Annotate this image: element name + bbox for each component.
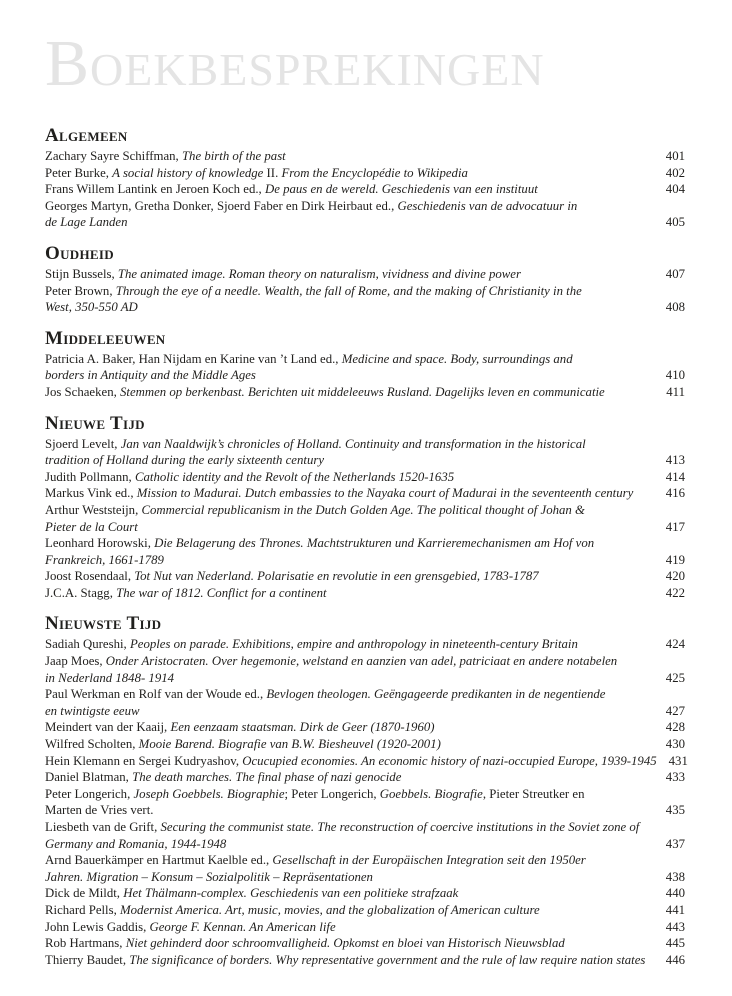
- toc-line: [45, 585, 685, 602]
- toc-line: [45, 753, 688, 770]
- section-heading: Oudheid: [45, 242, 114, 264]
- toc-page-number: 402: [665, 165, 685, 180]
- toc-line: [45, 436, 685, 453]
- toc-line: [45, 686, 685, 703]
- toc-page-number: 424: [665, 637, 685, 652]
- toc-entry-text: Sadiah Qureshi, Peoples on parade. Exhibitions, empire and anthropology in nineteenth-century Britain: [45, 637, 578, 652]
- toc-entry-text: Leonhard Horowski, Die Belagerung des Thrones. Machtstrukturen und Karrieremechanismen am Hof von: [45, 536, 595, 551]
- section-heading: Nieuwe Tijd: [45, 412, 145, 434]
- toc-entry-text: tradition of Holland during the early sixteenth century: [45, 453, 325, 468]
- toc-entry-text: Jos Schaeken, Stemmen op berkenbast. Berichten uit middeleeuws Rusland. Dagelijks leven en communicatie: [45, 384, 605, 399]
- toc-line: [45, 736, 685, 753]
- toc-entry-text: Marten de Vries vert.: [45, 803, 154, 818]
- toc-page-number: 441: [665, 902, 685, 917]
- section-heading: Algemeen: [45, 125, 128, 146]
- toc-page-number: 445: [665, 936, 685, 951]
- toc-line: [45, 935, 685, 952]
- toc-page-number: 404: [665, 182, 685, 197]
- toc-entry-text: Frankreich, 1661-1789: [45, 552, 164, 567]
- toc-line: [45, 502, 685, 519]
- toc-line: [45, 836, 685, 853]
- toc-entry-text: Peter Burke, A social history of knowledge II. From the Encyclopédie to Wikipedia: [45, 165, 468, 180]
- toc-page-number: 440: [665, 886, 685, 901]
- toc-entry-text: John Lewis Gaddis, George F. Kennan. An American life: [45, 919, 336, 934]
- page-title: Boekbesprekingen: [45, 27, 545, 100]
- toc-page-number: 431: [668, 753, 688, 768]
- toc-page-number: 419: [665, 552, 685, 567]
- toc-line: [45, 952, 685, 969]
- toc-entry-text: Daniel Blatman, The death marches. The final phase of nazi genocide: [45, 770, 402, 785]
- toc-line: [45, 452, 685, 469]
- toc-content: [45, 125, 688, 968]
- toc-page-number: 427: [665, 703, 685, 718]
- toc-line: [45, 869, 685, 886]
- toc-page-number: 416: [665, 486, 685, 501]
- toc-entry-text: en twintigste eeuw: [45, 703, 140, 718]
- toc-page-number: 428: [665, 720, 685, 735]
- toc-entry-text: Judith Pollmann, Catholic identity and the Revolt of the Netherlands 1520-1635: [45, 469, 455, 484]
- toc-line: [45, 214, 685, 231]
- section-heading: Nieuwste Tijd: [45, 613, 162, 635]
- toc-line: [45, 384, 685, 401]
- toc-entry-text: Richard Pells, Modernist America. Art, music, movies, and the globalization of American culture: [45, 902, 540, 917]
- toc-line: [45, 283, 685, 300]
- toc-entry-text: Thierry Baudet, The significance of borders. Why representative government and the rule of law require nation states: [45, 952, 646, 967]
- toc-entry-text: borders in Antiquity and the Middle Ages: [45, 368, 256, 383]
- toc-entry-text: Georges Martyn, Gretha Donker, Sjoerd Faber en Dirk Heirbaut ed., Geschiedenis van de advocatuur in: [45, 198, 578, 213]
- toc-line: [45, 636, 685, 653]
- toc-entry-text: Joost Rosendaal, Tot Nut van Nederland. Polarisatie en revolutie in een grensgebied, 1783-1787: [45, 569, 539, 584]
- toc-entry-text: Paul Werkman en Rolf van der Woude ed., Bevlogen theologen. Geëngageerde predikanten in de negentiende: [45, 687, 606, 702]
- toc-line: [45, 819, 685, 836]
- toc-entry-text: Hein Klemann en Sergei Kudryashov, Ocucupied economies. An economic history of nazi-occupied Europe, 1939-1945: [45, 753, 657, 768]
- toc-entry-text: Zachary Sayre Schiffman, The birth of the past: [45, 149, 286, 163]
- toc-entry-text: Sjoerd Levelt, Jan van Naaldwijk’s chronicles of Holland. Continuity and transformation in the historical: [45, 436, 586, 451]
- toc-entry-text: Arnd Bauerkämper en Hartmut Kaelble ed., Gesellschaft in der Europäischen Integration seit den 1950er: [45, 853, 586, 868]
- toc-entry-text: Frans Willem Lantink en Jeroen Koch ed., De paus en de wereld. Geschiedenis van een instituut: [45, 182, 538, 197]
- toc-line: [45, 885, 685, 902]
- toc-entry-text: Pieter de la Court: [45, 519, 138, 534]
- toc-line: [45, 902, 685, 919]
- toc-entry-text: Patricia A. Baker, Han Nijdam en Karine van ’t Land ed., Medicine and space. Body, surroundings and: [45, 351, 573, 366]
- toc-entry-text: Jahren. Migration – Konsum – Sozialpolitik – Repräsentationen: [45, 869, 373, 884]
- toc-line: [45, 367, 685, 384]
- toc-entry-text: Rob Hartmans, Niet gehinderd door schroomvalligheid. Opkomst en bloei van Historisch Nieuwsblad: [45, 936, 565, 951]
- toc-line: [45, 670, 685, 687]
- toc-line: [45, 852, 685, 869]
- toc-page-number: 410: [665, 368, 685, 383]
- toc-entry-text: in Nederland 1848- 1914: [45, 670, 175, 685]
- section-oudheid: [45, 244, 685, 316]
- toc-entry-text: Jaap Moes, Onder Aristocraten. Over hegemonie, welstand en aanzien van adel, patriciaat en andere notabelen: [45, 654, 618, 669]
- toc-page-number: 414: [665, 469, 685, 484]
- toc-page-number: 422: [665, 585, 685, 600]
- toc-line: [45, 299, 685, 316]
- toc-line: [45, 769, 685, 786]
- toc-line: [45, 719, 685, 736]
- toc-line: [45, 469, 685, 486]
- toc-page-number: 411: [666, 384, 685, 399]
- section-nieuwste-tijd: [45, 613, 688, 968]
- toc-line: [45, 266, 685, 283]
- toc-line: [45, 802, 685, 819]
- toc-line: [45, 351, 685, 368]
- section-algemeen: [45, 126, 685, 231]
- toc-line: [45, 786, 685, 803]
- toc-entry-text: Peter Brown, Through the eye of a needle. Wealth, the fall of Rome, and the making of Christianity in the: [45, 283, 582, 298]
- toc-line: [45, 552, 685, 569]
- toc-entry-text: Arthur Weststeijn, Commercial republicanism in the Dutch Golden Age. The political thought of Johan &: [45, 502, 585, 517]
- toc-entry-text: de Lage Landen: [45, 215, 128, 230]
- toc-line: [45, 703, 685, 720]
- toc-line: [45, 181, 685, 198]
- toc-page-number: 438: [665, 869, 685, 884]
- toc-line: [45, 919, 685, 936]
- toc-entry-text: Stijn Bussels, The animated image. Roman theory on naturalism, vividness and divine power: [45, 266, 521, 281]
- toc-entry-text: Markus Vink ed., Mission to Madurai. Dutch embassies to the Nayaka court of Madurai in the seventeenth century: [45, 486, 634, 501]
- toc-entry-text: West, 350-550 AD: [45, 300, 138, 315]
- toc-page-number: 407: [665, 266, 685, 281]
- toc-entry-text: Liesbeth van de Grift, Securing the communist state. The reconstruction of coercive institutions in the Soviet zone of: [45, 820, 640, 834]
- toc-line: [45, 519, 685, 536]
- toc-entry-text: Dick de Mildt, Het Thälmann-complex. Geschiedenis van een politieke strafzaak: [45, 886, 459, 901]
- toc-line: [45, 165, 685, 182]
- toc-line: [45, 653, 685, 670]
- toc-page-number: 443: [665, 919, 685, 934]
- toc-entry-text: Wilfred Scholten, Mooie Barend. Biografie van B.W. Biesheuvel (1920-2001): [45, 737, 441, 752]
- toc-page-number: 401: [665, 149, 685, 163]
- section-heading: Middeleeuwen: [45, 327, 166, 349]
- section-nieuwe-tijd: [45, 414, 685, 602]
- toc-page-number: 433: [665, 770, 685, 785]
- toc-line: [45, 535, 685, 552]
- toc-line: [45, 485, 685, 502]
- toc-line: [45, 198, 685, 215]
- toc-page-number: 420: [665, 569, 685, 584]
- toc-page-number: 405: [665, 215, 685, 230]
- toc-page-number: 425: [665, 670, 685, 685]
- toc-entry-text: Peter Longerich, Joseph Goebbels. Biographie; Peter Longerich, Goebbels. Biografie, Pieter Streutker en: [45, 786, 585, 801]
- toc-page-number: 437: [665, 836, 685, 851]
- toc-page-number: 408: [665, 300, 685, 315]
- toc-entry-text: J.C.A. Stagg, The war of 1812. Conflict for a continent: [45, 585, 327, 600]
- section-middeleeuwen: [45, 329, 685, 401]
- toc-line: [45, 568, 685, 585]
- toc-page-number: 446: [665, 952, 685, 967]
- toc-entry-text: Meindert van der Kaaij, Een eenzaam staatsman. Dirk de Geer (1870-1960): [45, 720, 435, 735]
- toc-page-number: 413: [665, 453, 685, 468]
- toc-page-number: 417: [665, 519, 685, 534]
- toc-page-number: 430: [665, 737, 685, 752]
- toc-page-number: 435: [665, 803, 685, 818]
- toc-entry-text: Germany and Romania, 1944-1948: [45, 836, 227, 851]
- toc-line: [45, 148, 685, 165]
